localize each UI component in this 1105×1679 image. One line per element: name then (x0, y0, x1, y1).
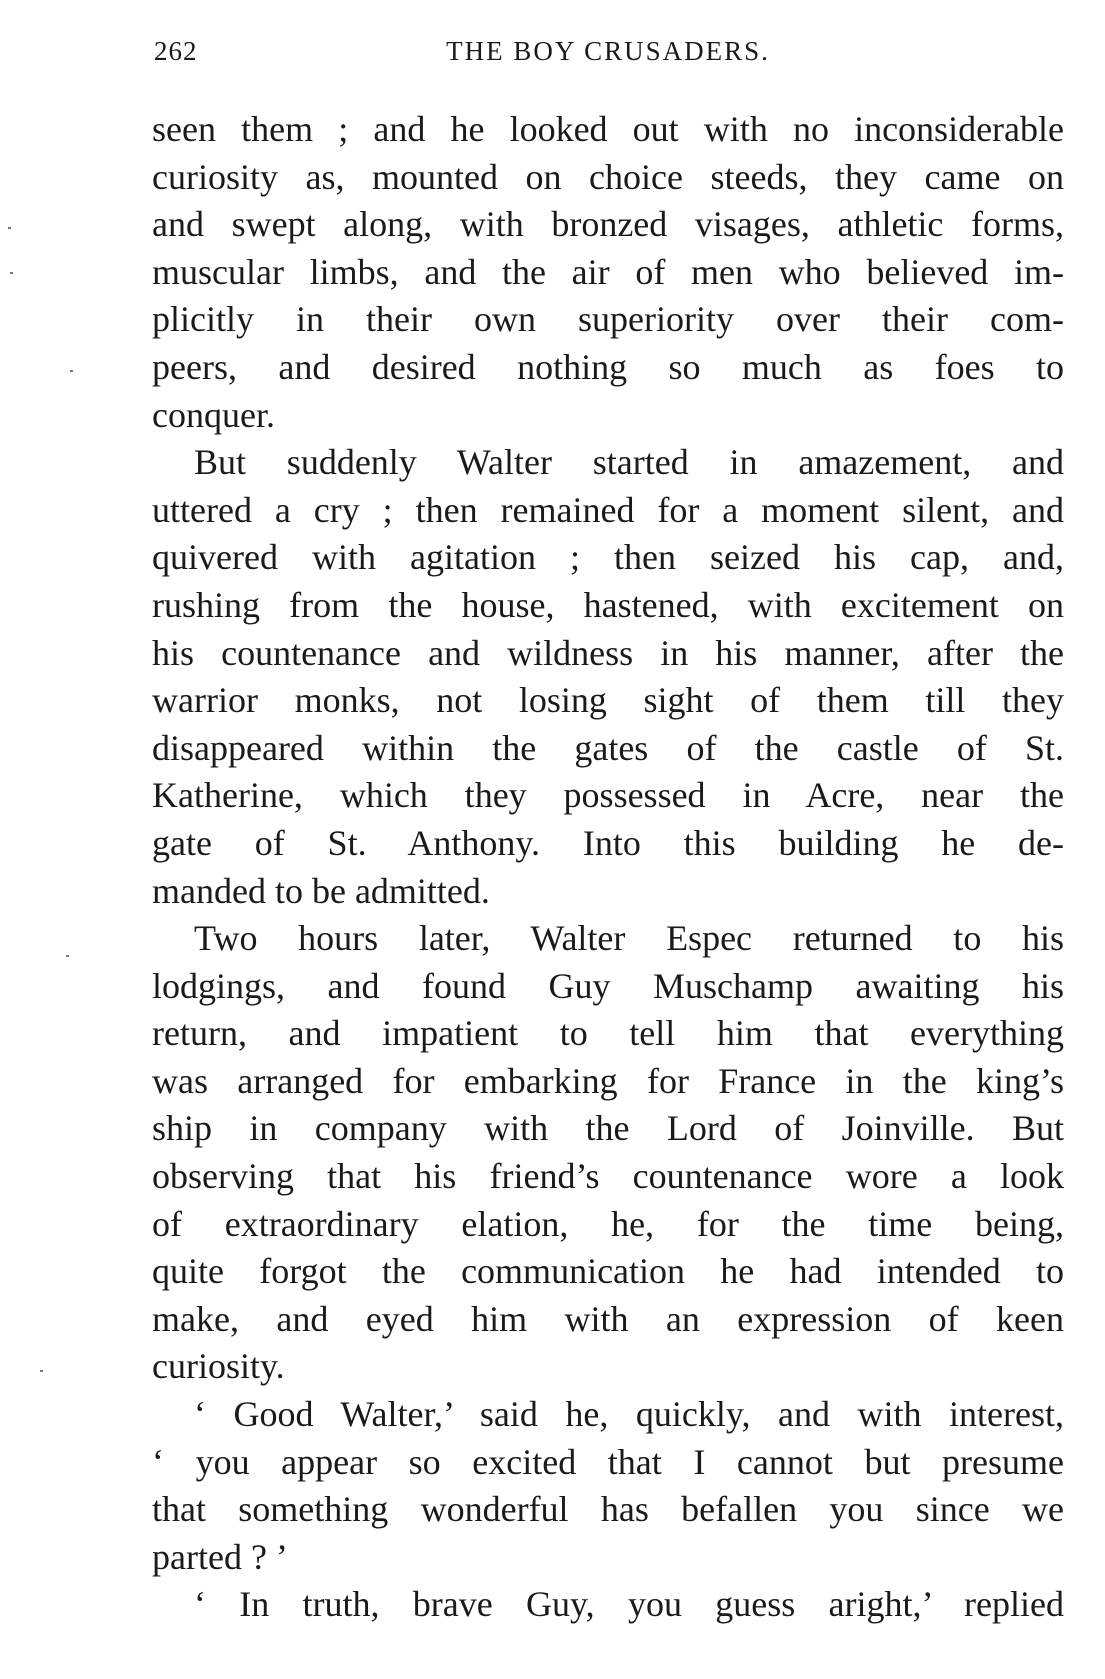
text-line: manded to be admitted. (152, 870, 490, 911)
margin-speck (40, 1370, 43, 1372)
text-line: his countenance and wildness in his manner, after the (152, 632, 1064, 673)
text-line: make, and eyed him with an expression of keen (152, 1298, 1064, 1339)
text-line: and swept along, with bronzed visages, athletic forms, (152, 204, 1064, 245)
text-line: seen them ; and he looked out with no inconsiderable (152, 109, 1064, 149)
text-line: conquer. (152, 394, 275, 435)
text-line: warrior monks, not losing sight of them till they (152, 680, 1064, 721)
text-line: curiosity. (152, 1346, 285, 1387)
text-line: uttered a cry ; then remained for a moment silent, and (152, 489, 1064, 530)
text-line: lodgings, and found Guy Muschamp awaiting his (152, 965, 1064, 1006)
text-line: plicitly in their own superiority over their com- (152, 299, 1064, 340)
text-line: was arranged for embarking for France in the king’s (152, 1060, 1064, 1101)
page-number: 262 (154, 36, 198, 66)
text-body (152, 106, 1064, 1629)
text-line: rushing from the house, hastened, with excitement on (152, 584, 1064, 625)
text-line: curiosity as, mounted on choice steeds, they came on (152, 156, 1064, 197)
margin-speck (8, 227, 11, 229)
text-line: observing that his friend’s countenance wore a look (152, 1156, 1064, 1197)
margin-speck (66, 955, 69, 957)
paragraph-start-line: ‘ Good Walter,’ said he, quickly, and with interest, (194, 1394, 1064, 1435)
book-title: THE BOY CRUSADERS. (446, 36, 770, 66)
text-line: quivered with agitation ; then seized his cap, and, (152, 537, 1064, 578)
text-line: parted ? ’ (152, 1536, 288, 1577)
text-line: gate of St. Anthony. Into this building he de- (152, 822, 1064, 863)
paragraph-start-line: But suddenly Walter started in amazement, and (194, 442, 1064, 483)
text-line: disappeared within the gates of the castle of St. (152, 727, 1064, 768)
text-line: ‘ you appear so excited that I cannot but presume (152, 1441, 1064, 1482)
text-line: of extraordinary elation, he, for the time being, (152, 1203, 1064, 1244)
running-head (154, 36, 1062, 76)
paragraph-start-line: ‘ In truth, brave Guy, you guess aright,’ replied (194, 1584, 1064, 1625)
paragraph-start-line: Two hours later, Walter Espec returned to his (194, 918, 1064, 959)
text-line: ship in company with the Lord of Joinville. But (152, 1108, 1064, 1149)
text-line: muscular limbs, and the air of men who believed im- (152, 251, 1064, 292)
text-line: that something wonderful has befallen you since we (152, 1489, 1064, 1530)
text-line: peers, and desired nothing so much as foes to (152, 346, 1064, 387)
text-line: quite forgot the communication he had intended to (152, 1251, 1064, 1292)
margin-speck (10, 272, 13, 274)
text-line: Katherine, which they possessed in Acre, near the (152, 775, 1064, 816)
text-line: return, and impatient to tell him that everything (152, 1013, 1064, 1054)
margin-speck (70, 370, 73, 372)
